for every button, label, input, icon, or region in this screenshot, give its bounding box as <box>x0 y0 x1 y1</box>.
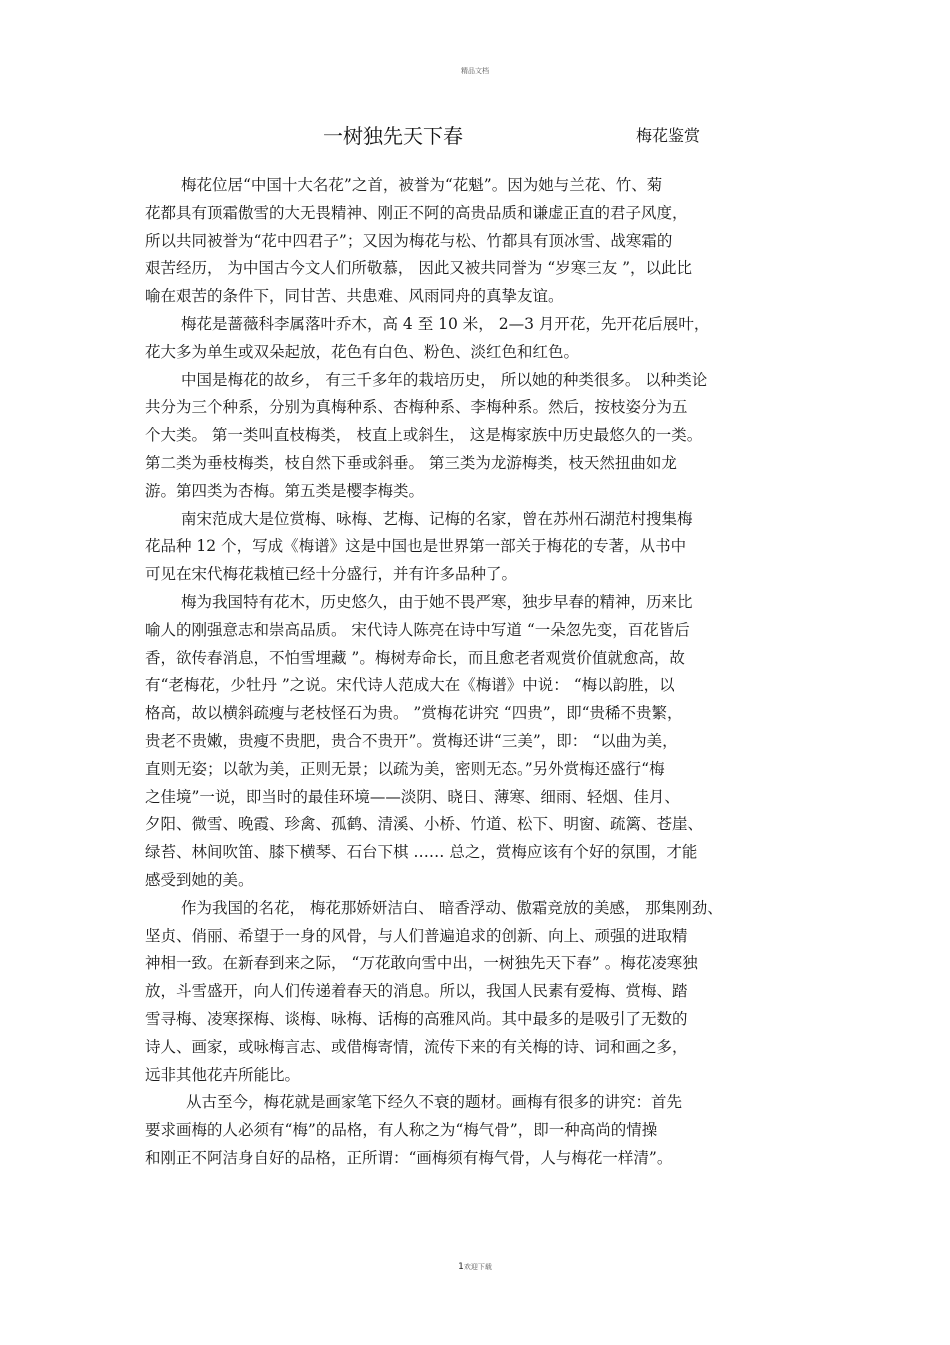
text-line: 共分为三个种系，分别为真梅种系、杏梅种系、李梅种系。然后，按枝姿分为五 <box>145 398 688 417</box>
text-line: 艰苦经历， 为中国古今文人们所敬慕， 因此又被共同誉为 “岁寒三友 ”，以此比 <box>145 259 693 278</box>
text-line: 感受到她的美。 <box>145 870 254 889</box>
text-line: 梅为我国特有花木，历史悠久，由于她不畏严寒，独步早春的精神，历来比 <box>181 592 693 611</box>
text-line: 有“老梅花，少牡丹 ”之说。宋代诗人范成大在《梅谱》中说： “梅以韵胜，以 <box>145 676 675 695</box>
text-line: 喻在艰苦的条件下，同甘苦、共患难、风雨同舟的真挚友谊。 <box>145 287 564 306</box>
text-line: 中国是梅花的故乡， 有三千多年的栽培历史， 所以她的种类很多。 以种类论 <box>181 370 708 389</box>
page-subtitle: 梅花鉴赏 <box>636 126 701 145</box>
page-footer <box>0 1262 950 1272</box>
text-line: 贵老不贵嫩，贵瘦不贵肥，贵合不贵开”。赏梅还讲“三美”，即： “以曲为美， <box>145 731 678 750</box>
page-number: 1 <box>458 1262 464 1272</box>
text-line: 格高，故以横斜疏瘦与老枝怪石为贵。 ”赏梅花讲究 “四贵”，即“贵稀不贵繁， <box>145 704 683 723</box>
text-line: 花都具有顶霜傲雪的大无畏精神、刚正不阿的高贵品质和谦虚正直的君子风度， <box>145 203 688 222</box>
text-line: 从古至今，梅花就是画家笔下经久不衰的题材。画梅有很多的讲究：首先 <box>186 1093 683 1112</box>
text-line: 夕阳、微雪、晚霞、珍禽、孤鹤、清溪、小桥、竹道、松下、明窗、疏篱、苍崖、 <box>145 815 704 834</box>
text-line: 放，斗雪盛开，向人们传递着春天的消息。所以，我国人民素有爱梅、赏梅、踏 <box>145 982 688 1001</box>
text-line: 游。第四类为杏梅。第五类是樱李梅类。 <box>145 481 425 500</box>
text-line: 要求画梅的人必须有“梅”的品格，有人称之为“梅气骨”，即一种高尚的情操 <box>145 1121 658 1140</box>
text-line: 坚贞、俏丽、希望于一身的风骨，与人们普遍追求的创新、向上、顽强的进取精 <box>145 926 688 945</box>
article-body <box>145 172 810 1173</box>
text-line: 绿苔、林间吹笛、膝下横琴、石台下棋 …… 总之，赏梅应该有个好的氛围，才能 <box>145 843 698 862</box>
title-row <box>0 120 950 150</box>
text-line: 雪寻梅、凌寒探梅、谈梅、咏梅、话梅的高雅风尚。其中最多的是吸引了无数的 <box>145 1009 688 1028</box>
text-line: 之佳境”一说，即当时的最佳环境——淡阴、晓日、薄寒、细雨、轻烟、佳月、 <box>145 787 680 806</box>
text-line: 作为我国的名花， 梅花那娇妍洁白、 暗香浮动、傲霜竞放的美感， 那集刚劲、 <box>181 898 723 917</box>
text-line: 可见在宋代梅花栽植已经十分盛行，并有许多品种了。 <box>145 565 518 584</box>
page-title: 一树独先天下春 <box>323 124 463 148</box>
text-line: 诗人、画家，或咏梅言志、或借梅寄情，流传下来的有关梅的诗、词和画之多， <box>145 1037 688 1056</box>
text-line: 神相一致。在新春到来之际， “万花敢向雪中出，一树独先天下春” 。梅花凌寒独 <box>145 954 698 973</box>
text-line: 香，欲传春消息，不怕雪埋藏 ”。梅树寿命长，而且愈老者观赏价值就愈高，故 <box>145 648 685 667</box>
text-line: 南宋范成大是位赏梅、咏梅、艺梅、记梅的名家，曾在苏州石湖范村搜集梅 <box>181 509 693 528</box>
footer-note: 欢迎下载 <box>463 1263 492 1271</box>
text-line: 梅花是蔷薇科李属落叶乔木，高 4 至 10 米， 2—3 月开花，先开花后展叶， <box>181 314 710 333</box>
text-line: 梅花位居“中国十大名花”之首，被誉为“花魁”。因为她与兰花、竹、菊 <box>181 176 663 194</box>
text-line: 花大多为单生或双朵起放，花色有白色、粉色、淡红色和红色。 <box>145 342 580 361</box>
text-line: 个大类。 第一类叫直枝梅类， 枝直上或斜生， 这是梅家族中历史最悠久的一类。 <box>145 426 703 445</box>
text-line: 直则无姿；以欹为美，正则无景；以疏为美，密则无态。”另外赏梅还盛行“梅 <box>145 759 665 778</box>
text-line: 喻人的刚强意志和崇高品质。 宋代诗人陈亮在诗中写道 “一朵忽先变，百花皆后 <box>145 620 690 639</box>
text-line: 花品种 12 个，写成《梅谱》这是中国也是世界第一部关于梅花的专著，从书中 <box>145 537 687 556</box>
text-line: 和刚正不阿洁身自好的品格，正所谓：“画梅须有梅气骨，人与梅花一样清”。 <box>145 1148 673 1167</box>
text-line: 所以共同被誉为“花中四君子”；又因为梅花与松、竹都具有顶冰雪、战寒霜的 <box>145 231 673 250</box>
text-line: 第二类为垂枝梅类，枝自然下垂或斜垂。 第三类为龙游梅类，枝天然扭曲如龙 <box>145 453 677 472</box>
text-line: 远非其他花卉所能比。 <box>145 1065 301 1084</box>
header-note: 精品文档 <box>461 67 489 75</box>
